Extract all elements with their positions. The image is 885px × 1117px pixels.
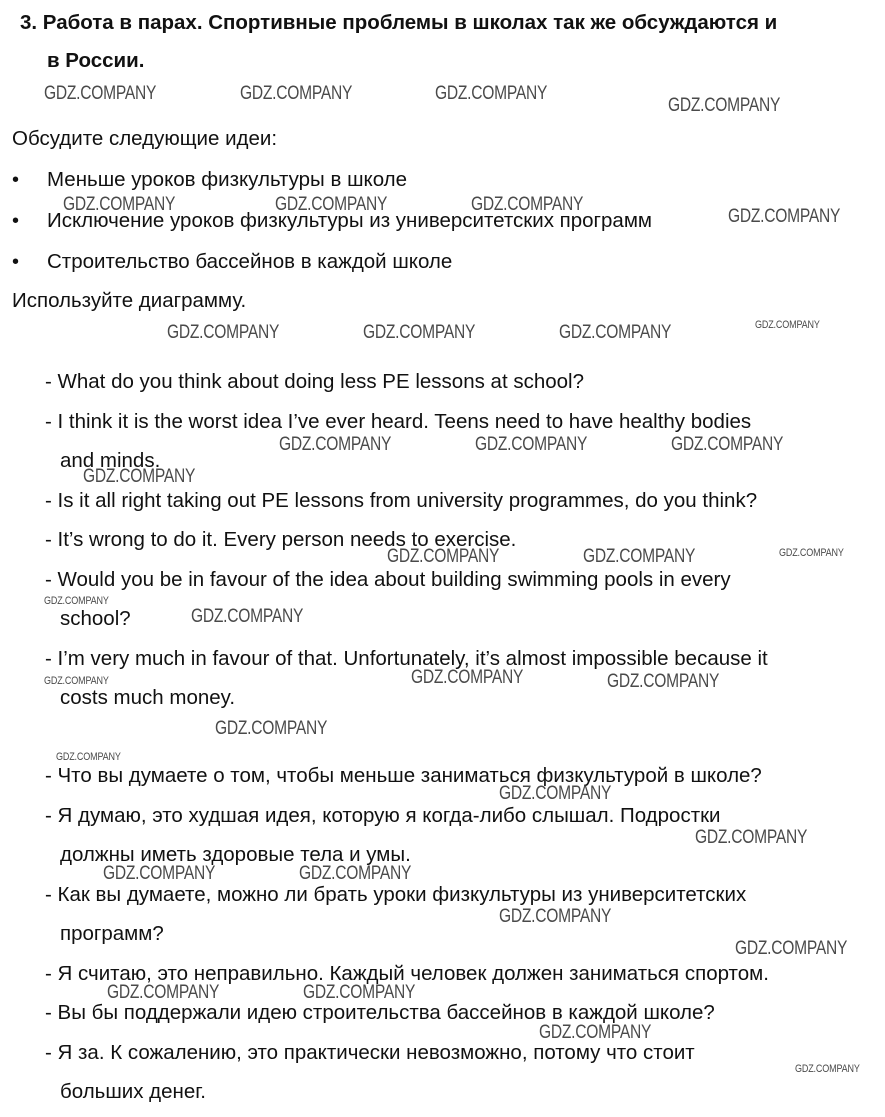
watermark: GDZ.COMPANY [191, 606, 304, 627]
watermark: GDZ.COMPANY [668, 95, 781, 116]
dialogue-line-text: - I think it is the worst idea I’ve ever heard. Teens need to have healthy bodies [45, 409, 752, 433]
watermark: GDZ.COMPANY [671, 434, 784, 455]
watermark: GDZ.COMPANY [44, 675, 109, 687]
dialogue-line [45, 954, 872, 994]
watermark: GDZ.COMPANY [303, 982, 416, 1003]
watermark: GDZ.COMPANY [275, 194, 388, 215]
watermark: GDZ.COMPANY [103, 863, 216, 884]
dialogue-line-text: - Что вы думаете о том, чтобы меньше заниматься физкультурой в школе? [45, 764, 762, 787]
dialogue-line [45, 875, 872, 954]
dialogue-line-text: - It’s wrong to do it. Every person needs to exercise. [45, 528, 517, 551]
dialogue-line [45, 756, 872, 796]
intro-text: Обсудите следующие идеи: [12, 127, 278, 150]
dialogue-line [45, 796, 872, 875]
task-heading-line2: в России. [47, 49, 145, 72]
watermark: GDZ.COMPANY [471, 194, 584, 215]
watermark: GDZ.COMPANY [411, 667, 524, 688]
idea-item: • Меньше уроков физкультуры в школе [12, 166, 872, 207]
dialogue-line-continuation: должны иметь здоровые тела и умы. [60, 843, 411, 866]
dialogue-line-continuation: and minds. [60, 449, 161, 472]
watermark: GDZ.COMPANY [107, 982, 220, 1003]
dialogue-line-text: - Я думаю, это худшая идея, которую я когда-либо слышал. Подростки [45, 803, 721, 827]
watermark: GDZ.COMPANY [735, 938, 848, 959]
watermark: GDZ.COMPANY [755, 319, 820, 331]
watermark: GDZ.COMPANY [387, 546, 500, 567]
dialogue-line [45, 481, 872, 521]
watermark: GDZ.COMPANY [215, 718, 328, 739]
watermark: GDZ.COMPANY [499, 906, 612, 927]
dialogue-line [45, 402, 872, 481]
dialogue-line [45, 520, 872, 560]
task-heading-line1: 3. Работа в парах. Спортивные проблемы в школах так же обсуждаются и [20, 11, 778, 34]
watermark: GDZ.COMPANY [167, 322, 280, 343]
watermark: GDZ.COMPANY [559, 322, 672, 343]
watermark: GDZ.COMPANY [240, 83, 353, 104]
watermark: GDZ.COMPANY [44, 83, 157, 104]
dialogue-line-text: - Вы бы поддержали идею строительства бассейнов в каждой школе? [45, 1001, 715, 1024]
dialogue-line [45, 993, 872, 1033]
watermark: GDZ.COMPANY [607, 671, 720, 692]
dialogue-line-continuation: больших денег. [60, 1080, 206, 1103]
watermark: GDZ.COMPANY [363, 322, 476, 343]
dialogue-line-text: - Как вы думаете, можно ли брать уроки физкультуры из университетских [45, 882, 747, 906]
watermark: GDZ.COMPANY [695, 827, 808, 848]
watermark: GDZ.COMPANY [475, 434, 588, 455]
watermark: GDZ.COMPANY [779, 547, 844, 559]
dialogue-russian [45, 756, 872, 1112]
dialogue-line-text: - Я за. К сожалению, это практически невозможно, потому что стоит [45, 1040, 695, 1064]
watermark: GDZ.COMPANY [83, 466, 196, 487]
dialogue-line-text: - Would you be in favour of the idea about building swimming pools in every [45, 567, 731, 591]
dialogue-english [45, 362, 872, 718]
watermark: GDZ.COMPANY [44, 595, 109, 607]
dialogue-line-text: - What do you think about doing less PE lessons at school? [45, 370, 585, 393]
watermark: GDZ.COMPANY [279, 434, 392, 455]
dialogue-line-continuation: программ? [60, 922, 164, 945]
dialogue-line-text: - Я считаю, это неправильно. Каждый человек должен заниматься спортом. [45, 961, 769, 985]
ideas-list [12, 166, 872, 289]
watermark: GDZ.COMPANY [539, 1022, 652, 1043]
watermark: GDZ.COMPANY [795, 1063, 860, 1075]
watermark: GDZ.COMPANY [299, 863, 412, 884]
watermark: GDZ.COMPANY [435, 83, 548, 104]
watermark: GDZ.COMPANY [728, 206, 841, 227]
dialogue-line-continuation: school? [60, 607, 131, 630]
task-heading [20, 4, 875, 80]
watermark: GDZ.COMPANY [56, 751, 121, 763]
dialogue-line-continuation: costs much money. [60, 686, 236, 709]
idea-item: • Исключение уроков физкультуры из университетских программ [12, 207, 872, 248]
watermark: GDZ.COMPANY [499, 783, 612, 804]
watermark: GDZ.COMPANY [583, 546, 696, 567]
watermark: GDZ.COMPANY [63, 194, 176, 215]
dialogue-line [45, 362, 872, 402]
idea-item: • Строительство бассейнов в каждой школе [12, 248, 872, 289]
use-diagram-text: Используйте диаграмму. [12, 289, 247, 312]
dialogue-line [45, 639, 872, 718]
dialogue-line [45, 1033, 872, 1112]
dialogue-line [45, 560, 872, 639]
dialogue-line-text: - Is it all right taking out PE lessons from university programmes, do you think? [45, 488, 758, 512]
dialogue-line-text: - I’m very much in favour of that. Unfortunately, it’s almost impossible because it [45, 646, 768, 670]
